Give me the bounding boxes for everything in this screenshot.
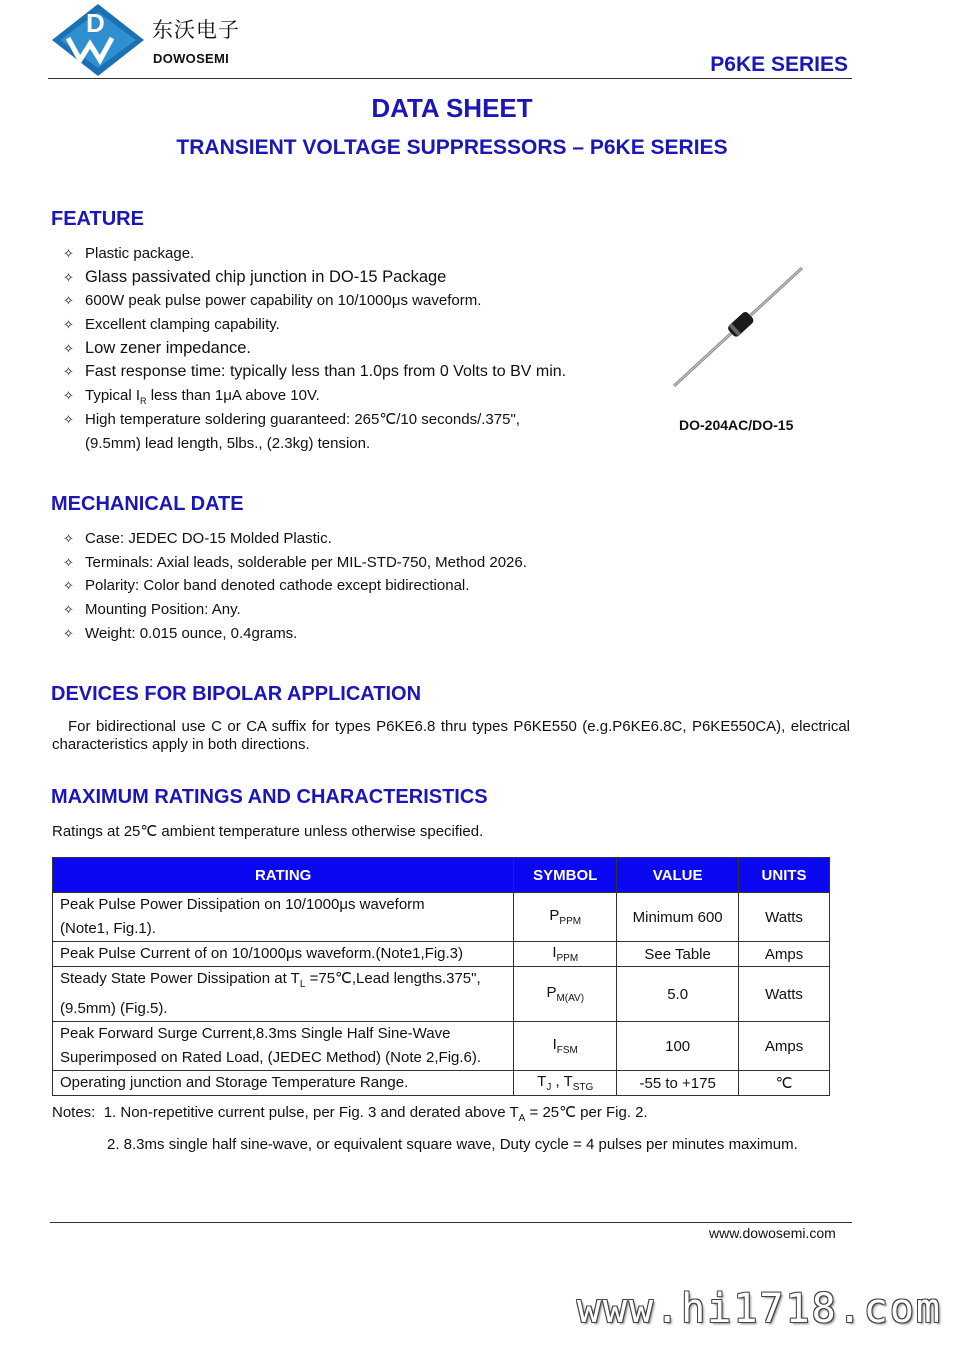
units-cell: Watts <box>739 893 830 942</box>
bullet-icon: ✧ <box>63 294 74 310</box>
list-item: ✧ Terminals: Axial leads, solderable per MIL-STD-750, Method 2026. <box>63 551 527 575</box>
svg-text:D: D <box>86 8 105 38</box>
units-cell: Amps <box>739 942 830 967</box>
bullet-icon: ✧ <box>63 555 74 571</box>
bullet-icon: ✧ <box>63 412 74 428</box>
column-header: VALUE <box>617 858 739 893</box>
feature-list <box>63 242 566 455</box>
watermark: www.hi1718.com <box>576 1286 942 1332</box>
bullet-icon: ✧ <box>63 532 74 547</box>
website-url: www.dowosemi.com <box>709 1225 836 1241</box>
units-cell: Amps <box>739 1022 830 1071</box>
bullet-icon: ✧ <box>63 270 74 286</box>
list-item: ✧ Glass passivated chip junction in DO-15 Package <box>63 266 566 290</box>
bullet-icon: ✧ <box>63 579 74 595</box>
list-item: ✧ Mounting Position: Any. <box>63 598 527 622</box>
rating-cell: Operating junction and Storage Temperature Range. <box>53 1071 514 1096</box>
column-header: SYMBOL <box>514 858 617 893</box>
list-item: ✧ Low zener impedance. <box>63 337 566 361</box>
bullet-icon: ✧ <box>63 341 74 357</box>
value-cell: -55 to +175 <box>617 1071 739 1096</box>
bullet-icon: ✧ <box>63 603 74 619</box>
list-item: ✧ Weight: 0.015 ounce, 0.4grams. <box>63 622 527 646</box>
list-item: ✧ Excellent clamping capability. <box>63 313 566 337</box>
value-cell: Minimum 600 <box>617 893 739 942</box>
footer-rule <box>50 1222 852 1223</box>
header-rule <box>48 78 852 79</box>
symbol-cell: $I_{FSM}$ <box>514 1022 617 1071</box>
list-item: ✧ Typical $I_R$ less than 1μA above 10V. <box>63 384 566 408</box>
list-item: ✧ Plastic package. <box>63 242 566 266</box>
page-title: DATA SHEET <box>371 93 533 123</box>
units-cell: Watts <box>739 967 830 1022</box>
value-cell: 5.0 <box>617 967 739 1022</box>
bullet-icon: ✧ <box>63 365 74 381</box>
table-header-row <box>53 858 830 893</box>
bullet-icon: ✧ <box>63 626 74 642</box>
ratings-intro: Ratings at 25℃ ambient temperature unless otherwise specified. <box>52 823 484 840</box>
table-row <box>53 1071 830 1096</box>
rating-cell: Steady State Power Dissipation at $T_L$ =75℃,Lead lengths.375", (9.5mm) (Fig.5). <box>53 967 514 1022</box>
symbol-cell: $P_{PPM}$ <box>514 893 617 942</box>
rating-cell: Peak Pulse Current of on 10/1000μs waveform.(Note1,Fig.3) <box>53 942 514 967</box>
table-row <box>53 1022 830 1071</box>
ratings-table <box>52 857 830 1096</box>
mechanical-list <box>63 527 527 645</box>
column-header: UNITS <box>739 858 830 893</box>
rating-cell: Peak Pulse Power Dissipation on 10/1000μs waveform (Note1, Fig.1). <box>53 893 514 942</box>
rating-cell: Peak Forward Surge Current,8.3ms Single Half Sine-Wave Superimposed on Rated Load, (JEDEC Method) (Note 2,Fig.6). <box>53 1022 514 1071</box>
note-2: 2. 8.3ms single half sine-wave, or equivalent square wave, Duty cycle = 4 pulses per minutes maximum. <box>107 1136 798 1153</box>
bullet-icon: ✧ <box>63 247 74 262</box>
diode-package-image <box>668 262 808 392</box>
company-logo <box>50 2 146 78</box>
list-item: ✧ Polarity: Color band denoted cathode except bidirectional. <box>63 574 527 598</box>
mechanical-heading: MECHANICAL DATE <box>51 493 244 515</box>
symbol-cell: $P_{M(AV)}$ <box>514 967 617 1022</box>
bipolar-heading: DEVICES FOR BIPOLAR APPLICATION <box>51 683 422 705</box>
series-tag: P6KE SERIES <box>710 53 848 76</box>
symbol-cell: $I_{PPM}$ <box>514 942 617 967</box>
feature-heading: FEATURE <box>51 208 144 230</box>
list-item: ✧ Fast response time: typically less than 1.0ps from 0 Volts to BV min. <box>63 360 566 384</box>
list-item: ✧ Case: JEDEC DO-15 Molded Plastic. <box>63 527 527 551</box>
list-item: ✧ 600W peak pulse power capability on 10/1000μs waveform. <box>63 289 566 313</box>
list-item: ✧ High temperature soldering guaranteed: 265℃/10 seconds/.375", <box>63 408 566 432</box>
brand-name: DOWOSEMI <box>153 51 230 66</box>
symbol-cell: $T_J$ , $T_{STG}$ <box>514 1071 617 1096</box>
page-subtitle: TRANSIENT VOLTAGE SUPPRESSORS – P6KE SERIES <box>176 136 728 159</box>
table-row <box>53 942 830 967</box>
notes <box>52 1100 798 1158</box>
column-header: RATING <box>53 858 514 893</box>
units-cell: ℃ <box>739 1071 830 1096</box>
ratings-heading: MAXIMUM RATINGS AND CHARACTERISTICS <box>51 786 488 808</box>
list-item: (9.5mm) lead length, 5lbs., (2.3kg) tension. <box>85 434 371 452</box>
note-1: Notes: 1. Non-repetitive current pulse, per Fig. 3 and derated above $T_A$ = 25℃ per Fig. 2. <box>52 1104 648 1124</box>
bullet-icon: ✧ <box>63 318 74 334</box>
table-row <box>53 967 830 1022</box>
bipolar-paragraph: For bidirectional use C or CA suffix for types P6KE6.8 thru types P6KE550 (e.g.P6KE6.8C, P6KE550CA), electrical characteristics apply in both directions. <box>52 718 850 753</box>
package-label: DO-204AC/DO-15 <box>679 417 794 433</box>
value-cell: 100 <box>617 1022 739 1071</box>
value-cell: See Table <box>617 942 739 967</box>
brand-name-chinese: 东沃电子 <box>152 18 240 42</box>
bullet-icon: ✧ <box>63 389 74 405</box>
table-row <box>53 893 830 942</box>
